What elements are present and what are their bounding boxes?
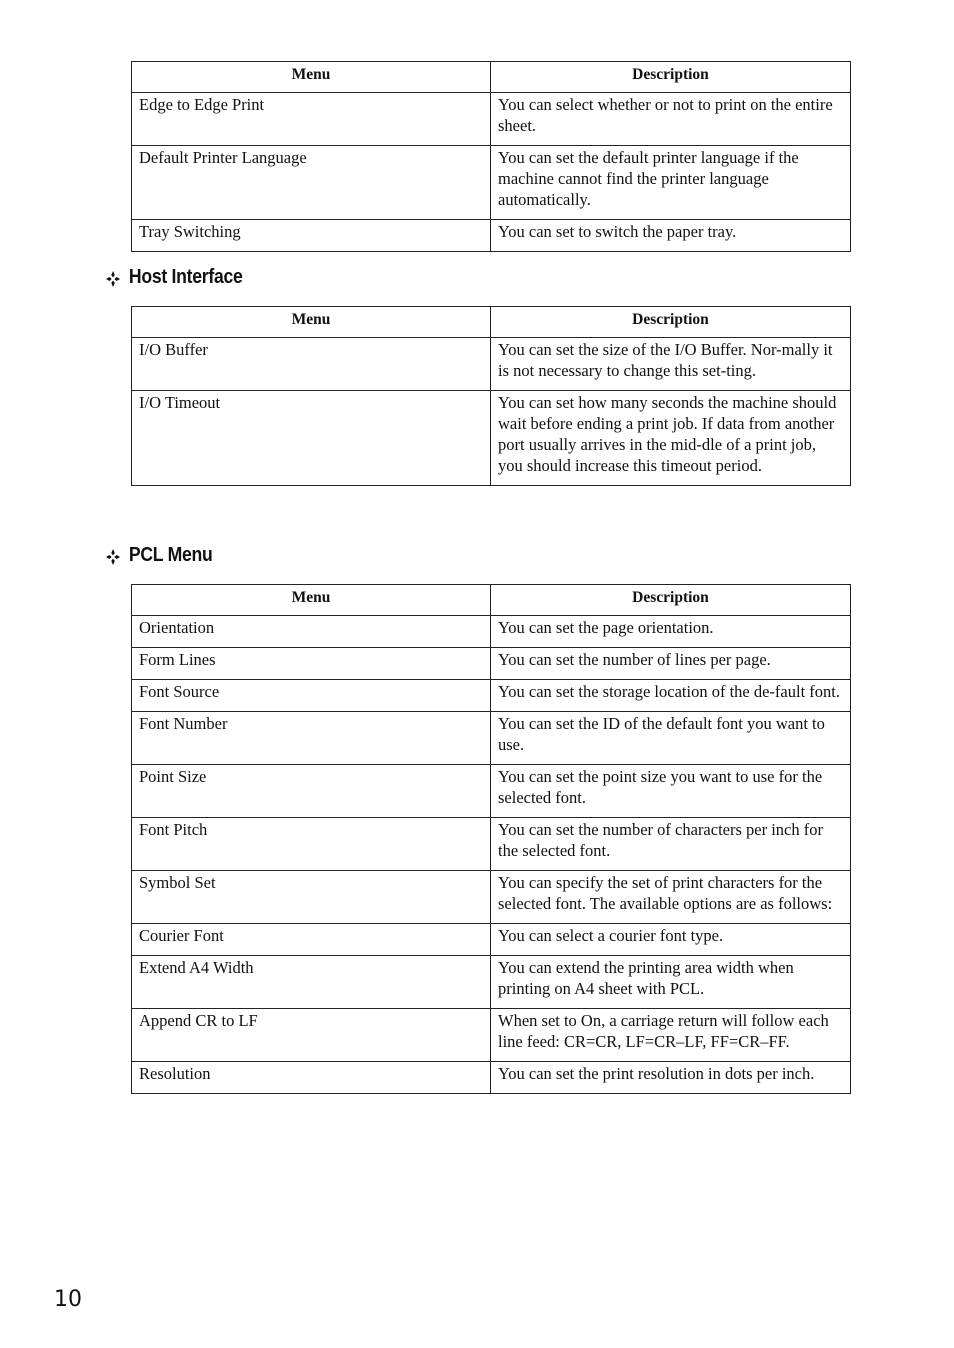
- description-cell: You can set the default printer language if the machine cannot find the printer language automatically.: [491, 146, 851, 220]
- table-row: [132, 680, 851, 712]
- host-interface-table: [131, 306, 851, 486]
- menu-column-header: Menu: [132, 307, 491, 338]
- pcl-menu-heading-text: PCL Menu: [128, 544, 213, 566]
- menu-cell: Form Lines: [132, 648, 491, 680]
- description-cell: You can select a courier font type.: [491, 924, 851, 956]
- description-cell: You can set the page orientation.: [491, 616, 851, 648]
- table-row: [132, 871, 851, 924]
- host-interface-heading: [106, 266, 243, 289]
- table-row: [132, 712, 851, 765]
- menu-cell: Courier Font: [132, 924, 491, 956]
- menu-column-header: Menu: [132, 585, 491, 616]
- menu-cell: Font Number: [132, 712, 491, 765]
- menu-cell: Point Size: [132, 765, 491, 818]
- description-cell: You can set to switch the paper tray.: [491, 220, 851, 252]
- description-cell: You can specify the set of print characters for the selected font. The available options are as follows:: [491, 871, 851, 924]
- printer-settings-table: [131, 61, 851, 252]
- diamond-icon: [106, 271, 120, 287]
- description-cell: When set to On, a carriage return will follow each line feed: CR=CR, LF=CR–LF, FF=CR–FF.: [491, 1009, 851, 1062]
- table-row: [132, 93, 851, 146]
- description-cell: You can extend the printing area width when printing on A4 sheet with PCL.: [491, 956, 851, 1009]
- menu-cell: Extend A4 Width: [132, 956, 491, 1009]
- description-cell: You can set how many seconds the machine should wait before ending a print job. If data from another port usually arrives in the mid-dle of a print job, you should increase this timeout period.: [491, 391, 851, 486]
- description-cell: You can set the size of the I/O Buffer. Nor-mally it is not necessary to change this set-ting.: [491, 338, 851, 391]
- table-row: [132, 146, 851, 220]
- table-row: [132, 924, 851, 956]
- pcl-menu-table: [131, 584, 851, 1094]
- menu-cell: Default Printer Language: [132, 146, 491, 220]
- table-row: [132, 818, 851, 871]
- table-header-row: [132, 585, 851, 616]
- menu-cell: Resolution: [132, 1062, 491, 1094]
- menu-cell: Orientation: [132, 616, 491, 648]
- menu-column-header: Menu: [132, 62, 491, 93]
- menu-cell: Tray Switching: [132, 220, 491, 252]
- menu-cell: Font Pitch: [132, 818, 491, 871]
- table-row: [132, 1009, 851, 1062]
- description-column-header: Description: [491, 585, 851, 616]
- table-row: [132, 616, 851, 648]
- table-row: [132, 220, 851, 252]
- description-cell: You can select whether or not to print on the entire sheet.: [491, 93, 851, 146]
- menu-cell: Append CR to LF: [132, 1009, 491, 1062]
- description-cell: You can set the number of characters per inch for the selected font.: [491, 818, 851, 871]
- host-interface-heading-text: Host Interface: [128, 266, 243, 288]
- description-cell: You can set the number of lines per page.: [491, 648, 851, 680]
- table-row: [132, 956, 851, 1009]
- table-header-row: [132, 62, 851, 93]
- description-cell: You can set the point size you want to use for the selected font.: [491, 765, 851, 818]
- description-cell: You can set the print resolution in dots per inch.: [491, 1062, 851, 1094]
- table-row: [132, 338, 851, 391]
- table-row: [132, 1062, 851, 1094]
- menu-cell: Symbol Set: [132, 871, 491, 924]
- menu-cell: Edge to Edge Print: [132, 93, 491, 146]
- diamond-icon: [106, 549, 120, 565]
- pcl-menu-heading: [106, 544, 212, 567]
- menu-cell: I/O Timeout: [132, 391, 491, 486]
- table-row: [132, 765, 851, 818]
- description-cell: You can set the storage location of the de-fault font.: [491, 680, 851, 712]
- table-header-row: [132, 307, 851, 338]
- description-column-header: Description: [491, 62, 851, 93]
- menu-cell: I/O Buffer: [132, 338, 491, 391]
- table-row: [132, 391, 851, 486]
- table-row: [132, 648, 851, 680]
- page-number: 10: [54, 1287, 82, 1312]
- menu-cell: Font Source: [132, 680, 491, 712]
- description-cell: You can set the ID of the default font you want to use.: [491, 712, 851, 765]
- description-column-header: Description: [491, 307, 851, 338]
